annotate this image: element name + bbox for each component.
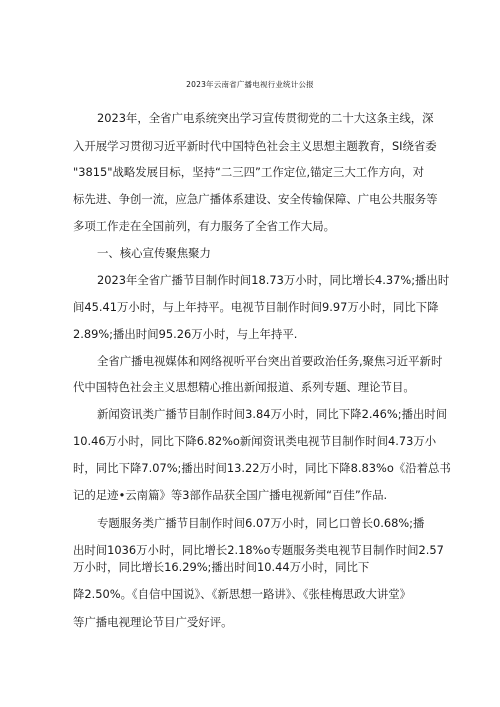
paragraph-4-line-1: 新闻资讯类广播节目制作时间3.84万小时，同比下降2.46%;播出时间 — [97, 407, 448, 421]
paragraph-1-line-5: 多项工作走在全国前列，有力服务了全省工作大局。 — [73, 219, 335, 233]
section-heading: 一、核心宣传聚焦聚力 — [97, 246, 211, 260]
paragraph-4-line-3: 时，同比下降7.07%;播出时间13.22万小时，同比下降8.83%o《沿着总书 — [73, 461, 451, 475]
paragraph-1-line-1: 2023年，全省广电系统突出学习宣传贯彻党的二十大这条主线，深 — [97, 111, 434, 125]
paragraph-2-line-1: 2023年全省广播节目制作时间18.73万小时，同比增长4.37%;播出时 — [97, 273, 450, 287]
paragraph-4-line-2: 10.46万小时，同比下降6.82%o新闻资讯类电视节目制作时间4.73万小 — [73, 434, 437, 448]
document-title: 2023年云南省广播电视行业统计公报 — [186, 80, 314, 89]
paragraph-1-line-2: 入开展学习贯彻习近平新时代中国特色社会主义思想主题教育，SI绕省委 — [73, 139, 437, 153]
paragraph-5-line-5: 等广播电视理论节目广受好评。 — [73, 615, 233, 629]
paragraph-5-line-1: 专题服务类广播节目制作时间6.07万小时，同匕口曾长0.68%;播 — [97, 516, 425, 530]
paragraph-2-line-2: 间45.41万小时，与上年持平。电视节目制作时间9.97万小时，同比下降 — [73, 300, 439, 314]
paragraph-5-line-3: 万小时，同比增长16.29%;播出时间10.44万小时，同比下 — [73, 560, 370, 574]
paragraph-4-line-4: 记的足迹•云南篇》等3部作品获全国广播电视新闻“百佳”作品. — [73, 488, 388, 502]
paragraph-2-line-3: 2.89%;播出时间95.26万小时，与上年持平. — [73, 327, 298, 341]
paragraph-5-line-2: 出时间1036万小时，同比增长2.18%o专题服务类电视节目制作时间2.57 — [73, 543, 444, 557]
paragraph-1-line-4: 标先进、争创一流，应急广播体系建设、安全传输保障、广电公共服务等 — [73, 192, 438, 206]
paragraph-3-line-2: 代中国特色社会主义思想精心推出新闻报道、系列专题、理论节目。 — [73, 380, 415, 394]
paragraph-1-line-3: "3815"战略发展目标，坚持“二三四”工作定位,锚定三大工作方向，对 — [73, 165, 425, 179]
paragraph-5-line-4: 降2.50%。《自信中国说》、《新思想一路讲》、《张桂梅思政大讲堂》 — [73, 587, 412, 601]
paragraph-3-line-1: 全省广播电视媒体和网络视听平台突出首要政治任务,聚焦习近平新时 — [97, 354, 443, 368]
